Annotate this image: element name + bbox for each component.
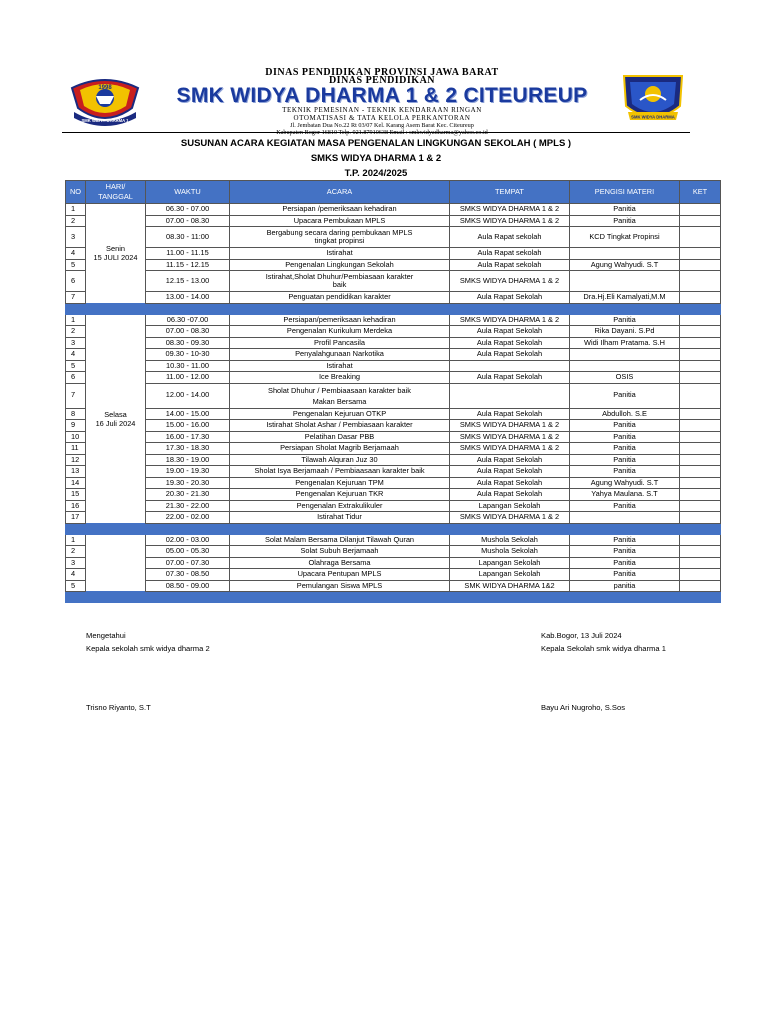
cell-note bbox=[680, 546, 721, 558]
cell-note bbox=[680, 349, 721, 361]
table-row bbox=[66, 349, 721, 361]
cell-note bbox=[680, 372, 721, 384]
cell-note bbox=[680, 271, 721, 292]
cell-speaker: Yahya Maulana. S.T bbox=[570, 489, 680, 501]
cell-event: Istirahat,Sholat Dhuhur/Pembiasaan karakter baik bbox=[230, 271, 450, 292]
cell-speaker bbox=[570, 360, 680, 372]
cell-place: Aula Rapat sekolah bbox=[450, 248, 570, 260]
table-separator-row bbox=[66, 303, 721, 314]
cell-event: Pemulangan Siswa MPLS bbox=[230, 580, 450, 592]
cell-time: 07.30 - 08.50 bbox=[146, 569, 230, 581]
table-row bbox=[66, 580, 721, 592]
cell-speaker: Panitia bbox=[570, 569, 680, 581]
cell-place: Aula Rapat Sekolah bbox=[450, 349, 570, 361]
cell-place bbox=[450, 383, 570, 408]
cell-no: 1 bbox=[66, 204, 86, 216]
cell-place: Mushola Sekolah bbox=[450, 546, 570, 558]
cell-note bbox=[680, 337, 721, 349]
cell-event: Sholat Isya Berjamaah / Pembiaasaan karakter baik bbox=[230, 466, 450, 478]
letterhead-address1: Jl. Jembatan Dua No.22 Rt 03/07 Kel. Karang Asem Barat Kec. Citeureup bbox=[290, 122, 474, 129]
cell-time: 13.00 - 14.00 bbox=[146, 292, 230, 304]
cell-speaker: Panitia bbox=[570, 466, 680, 478]
cell-no: 2 bbox=[66, 546, 86, 558]
cell-note bbox=[680, 326, 721, 338]
table-row bbox=[66, 557, 721, 569]
cell-place: SMKS WIDYA DHARMA 1 & 2 bbox=[450, 314, 570, 326]
cell-note bbox=[680, 431, 721, 443]
cell-no: 7 bbox=[66, 292, 86, 304]
title-line1: SUSUNAN ACARA KEGIATAN MASA PENGENALAN LINGKUNGAN SEKOLAH ( MPLS ) bbox=[180, 138, 572, 149]
cell-no: 4 bbox=[66, 349, 86, 361]
cell-time: 19.30 - 20.30 bbox=[146, 477, 230, 489]
cell-event: Solat Malam Bersama Dilanjut Tilawah Quran bbox=[230, 534, 450, 546]
cell-time: 07.00 - 08.30 bbox=[146, 215, 230, 227]
right-sign-label2: Kepala Sekolah smk widya dharma 1 bbox=[541, 644, 666, 653]
cell-time: 05.00 - 05.30 bbox=[146, 546, 230, 558]
cell-time: 22.00 - 02.00 bbox=[146, 512, 230, 524]
cell-event: Persiapan Sholat Magrib Berjamaah bbox=[230, 443, 450, 455]
header-note: KET bbox=[680, 181, 721, 204]
cell-note bbox=[680, 477, 721, 489]
cell-event: Pengenalan Kejuruan OTKP bbox=[230, 408, 450, 420]
cell-note bbox=[680, 466, 721, 478]
cell-no: 16 bbox=[66, 500, 86, 512]
cell-place: Aula Rapat sekolah bbox=[450, 259, 570, 271]
table-row bbox=[66, 215, 721, 227]
table-row bbox=[66, 248, 721, 260]
letterhead-line2: DINAS PENDIDIKAN bbox=[328, 75, 436, 86]
cell-event: Pengenalan Kurikulum Merdeka bbox=[230, 326, 450, 338]
cell-no: 2 bbox=[66, 326, 86, 338]
cell-no: 1 bbox=[66, 314, 86, 326]
cell-time: 06.30 - 07.00 bbox=[146, 204, 230, 216]
cell-no: 13 bbox=[66, 466, 86, 478]
cell-place: Aula Rapat Sekolah bbox=[450, 489, 570, 501]
cell-speaker: Panitia bbox=[570, 204, 680, 216]
cell-speaker: Panitia bbox=[570, 383, 680, 408]
table-row bbox=[66, 489, 721, 501]
cell-time: 09.30 - 10-30 bbox=[146, 349, 230, 361]
header-no: NO bbox=[66, 181, 86, 204]
cell-speaker bbox=[570, 271, 680, 292]
cell-no: 4 bbox=[66, 569, 86, 581]
table-row bbox=[66, 314, 721, 326]
school-name: SMK WIDYA DHARMA 1 & 2 CITEUREUP bbox=[176, 84, 588, 107]
logo-left-year: 1998 bbox=[98, 85, 112, 91]
day2-date: 16 Juli 2024 bbox=[95, 418, 136, 428]
cell-place: SMKS WIDYA DHARMA 1 & 2 bbox=[450, 512, 570, 524]
school-logo-left bbox=[66, 74, 144, 128]
cell-no: 17 bbox=[66, 512, 86, 524]
cell-time: 14.00 - 15.00 bbox=[146, 408, 230, 420]
table-row bbox=[66, 431, 721, 443]
cell-note bbox=[680, 500, 721, 512]
cell-speaker: KCD Tingkat Propinsi bbox=[570, 227, 680, 248]
cell-no: 8 bbox=[66, 408, 86, 420]
table-row bbox=[66, 534, 721, 546]
logo-right-caption: SMK WIDYA DHARMA bbox=[631, 114, 675, 120]
cell-event: Pengenalan Kejuruan TPM bbox=[230, 477, 450, 489]
cell-note bbox=[680, 569, 721, 581]
cell-time: 21.30 - 22.00 bbox=[146, 500, 230, 512]
cell-note bbox=[680, 489, 721, 501]
table-row bbox=[66, 454, 721, 466]
cell-note bbox=[680, 292, 721, 304]
cell-time: 17.30 - 18.30 bbox=[146, 443, 230, 455]
cell-time: 08.30 - 11:00 bbox=[146, 227, 230, 248]
letterhead-line1: DINAS PENDIDIKAN PROVINSI JAWA BARAT bbox=[265, 67, 499, 78]
cell-day bbox=[86, 314, 146, 523]
cell-note bbox=[680, 408, 721, 420]
cell-speaker: OSIS bbox=[570, 372, 680, 384]
cell-time: 15.00 - 16.00 bbox=[146, 420, 230, 432]
logo-left-caption: SMK WIDYA DHARMA 1 bbox=[81, 118, 129, 123]
cell-note bbox=[680, 259, 721, 271]
cell-time: 08.50 - 09.00 bbox=[146, 580, 230, 592]
table-row bbox=[66, 500, 721, 512]
left-sign-name: Trisno Riyanto, S.T bbox=[86, 703, 151, 712]
cell-place: SMKS WIDYA DHARMA 1 & 2 bbox=[450, 204, 570, 216]
cell-event: Bergabung secara daring pembukaan MPLS tingkat propinsi bbox=[230, 227, 450, 248]
cell-event: Persiapan/pemeriksaan kehadiran bbox=[230, 314, 450, 326]
letterhead-text bbox=[150, 68, 614, 136]
cell-note bbox=[680, 580, 721, 592]
cell-note bbox=[680, 360, 721, 372]
table-row bbox=[66, 383, 721, 408]
cell-speaker: Panitia bbox=[570, 534, 680, 546]
cell-time: 11.00 - 11.15 bbox=[146, 248, 230, 260]
cell-event: Sholat Dhuhur / Pembiaasaan karakter baik Makan Bersama bbox=[230, 383, 450, 408]
table-row bbox=[66, 292, 721, 304]
cell-no: 5 bbox=[66, 580, 86, 592]
letterhead-programs1: TEKNIK PEMESINAN - TEKNIK KENDARAAN RINGAN bbox=[282, 106, 482, 114]
day2-name: Selasa bbox=[104, 409, 127, 419]
cell-note bbox=[680, 215, 721, 227]
cell-no: 15 bbox=[66, 489, 86, 501]
letterhead bbox=[62, 67, 690, 136]
cell-no: 12 bbox=[66, 454, 86, 466]
cell-event: Ice Breaking bbox=[230, 372, 450, 384]
cell-no: 6 bbox=[66, 372, 86, 384]
cell-place: Lapangan Sekolah bbox=[450, 500, 570, 512]
cell-event: Istirahat Tidur bbox=[230, 512, 450, 524]
cell-no: 3 bbox=[66, 557, 86, 569]
cell-event: Pengenalan Lingkungan Sekolah bbox=[230, 259, 450, 271]
table-row bbox=[66, 326, 721, 338]
cell-note bbox=[680, 454, 721, 466]
title-line2: SMKS WIDYA DHARMA 1 & 2 bbox=[310, 153, 442, 164]
cell-time: 19.00 - 19.30 bbox=[146, 466, 230, 478]
cell-no: 5 bbox=[66, 360, 86, 372]
cell-place: Aula Rapat Sekolah bbox=[450, 326, 570, 338]
table-row bbox=[66, 372, 721, 384]
cell-place: Aula Rapat sekolah bbox=[450, 227, 570, 248]
cell-event: Istirahat Sholat Ashar / Pembiasaan karakter bbox=[230, 420, 450, 432]
document-titles bbox=[62, 136, 690, 181]
cell-speaker: Panitia bbox=[570, 443, 680, 455]
cell-place: Aula Rapat Sekolah bbox=[450, 292, 570, 304]
cell-place: SMKS WIDYA DHARMA 1 & 2 bbox=[450, 431, 570, 443]
cell-speaker: Panitia bbox=[570, 431, 680, 443]
letterhead-divider bbox=[62, 132, 690, 133]
cell-event: Solat Subuh Berjamaah bbox=[230, 546, 450, 558]
cell-event: Pengenalan Kejuruan TKR bbox=[230, 489, 450, 501]
table-row bbox=[66, 271, 721, 292]
cell-event: Pengenalan Extrakulikuler bbox=[230, 500, 450, 512]
cell-speaker: panitia bbox=[570, 580, 680, 592]
table-row bbox=[66, 420, 721, 432]
cell-place: Aula Rapat Sekolah bbox=[450, 466, 570, 478]
cell-no: 4 bbox=[66, 248, 86, 260]
cell-place: Lapangan Sekolah bbox=[450, 569, 570, 581]
cell-event: Pelatihan Dasar PBB bbox=[230, 431, 450, 443]
cell-place: SMKS WIDYA DHARMA 1 & 2 bbox=[450, 215, 570, 227]
cell-no: 5 bbox=[66, 259, 86, 271]
school-logo-right bbox=[618, 72, 688, 128]
cell-time: 11.00 - 12.00 bbox=[146, 372, 230, 384]
cell-note bbox=[680, 420, 721, 432]
table-row bbox=[66, 337, 721, 349]
cell-speaker: Panitia bbox=[570, 454, 680, 466]
cell-event: Penguatan pendidikan karakter bbox=[230, 292, 450, 304]
right-sign-name: Bayu Ari Nugroho, S.Sos bbox=[541, 703, 625, 712]
cell-time: 02.00 - 03.00 bbox=[146, 534, 230, 546]
cell-time: 12.00 - 14.00 bbox=[146, 383, 230, 408]
cell-speaker: Agung Wahyudi. S.T bbox=[570, 477, 680, 489]
cell-event: Upacara Pentupan MPLS bbox=[230, 569, 450, 581]
cell-speaker: Rika Dayani. S.Pd bbox=[570, 326, 680, 338]
cell-place: Aula Rapat Sekolah bbox=[450, 372, 570, 384]
cell-note bbox=[680, 383, 721, 408]
cell-speaker: Panitia bbox=[570, 215, 680, 227]
cell-place: SMKS WIDYA DHARMA 1 & 2 bbox=[450, 420, 570, 432]
cell-place bbox=[450, 360, 570, 372]
cell-note bbox=[680, 534, 721, 546]
right-sign-label1: Kab.Bogor, 13 Juli 2024 bbox=[541, 631, 622, 640]
table-header-row bbox=[66, 181, 721, 204]
cell-note bbox=[680, 443, 721, 455]
cell-no: 3 bbox=[66, 227, 86, 248]
table-row bbox=[66, 204, 721, 216]
table-separator-row bbox=[66, 523, 721, 534]
cell-note bbox=[680, 557, 721, 569]
cell-speaker: Panitia bbox=[570, 557, 680, 569]
cell-place: Aula Rapat Sekolah bbox=[450, 477, 570, 489]
day1-date: 15 JULI 2024 bbox=[93, 253, 138, 263]
cell-time: 12.15 - 13.00 bbox=[146, 271, 230, 292]
cell-event: Persiapan /pemeriksaan kehadiran bbox=[230, 204, 450, 216]
cell-speaker: Abdulloh. S.E bbox=[570, 408, 680, 420]
cell-no: 1 bbox=[66, 534, 86, 546]
cell-time: 16.00 - 17.30 bbox=[146, 431, 230, 443]
cell-day bbox=[86, 204, 146, 304]
header-time: WAKTU bbox=[146, 181, 230, 204]
cell-event: Istirahat bbox=[230, 360, 450, 372]
cell-speaker bbox=[570, 512, 680, 524]
cell-speaker: Panitia bbox=[570, 420, 680, 432]
table-row bbox=[66, 466, 721, 478]
cell-speaker: Dra.Hj.Eli Kamalyati,M.M bbox=[570, 292, 680, 304]
cell-time: 06.30 -07.00 bbox=[146, 314, 230, 326]
cell-place: SMK WIDYA DHARMA 1&2 bbox=[450, 580, 570, 592]
table-row bbox=[66, 443, 721, 455]
table-row bbox=[66, 512, 721, 524]
left-sign-label2: Kepala sekolah smk widya dharma 2 bbox=[86, 644, 210, 653]
cell-time: 07.00 - 08.30 bbox=[146, 326, 230, 338]
schedule-table bbox=[65, 180, 721, 603]
cell-speaker: Agung Wahyudi. S.T bbox=[570, 259, 680, 271]
cell-note bbox=[680, 227, 721, 248]
left-sign-label1: Mengetahui bbox=[86, 631, 126, 640]
title-line3: T.P. 2024/2025 bbox=[344, 168, 408, 179]
header-event: ACARA bbox=[230, 181, 450, 204]
cell-event: Penyalahgunaan Narkotika bbox=[230, 349, 450, 361]
cell-place: SMKS WIDYA DHARMA 1 & 2 bbox=[450, 271, 570, 292]
cell-place: Aula Rapat Sekolah bbox=[450, 408, 570, 420]
cell-speaker: Widi Ilham Pratama. S.H bbox=[570, 337, 680, 349]
cell-no: 6 bbox=[66, 271, 86, 292]
cell-note bbox=[680, 314, 721, 326]
day1-name: Senin bbox=[106, 244, 125, 254]
letterhead-programs2: OTOMATISASI & TATA KELOLA PERKANTORAN bbox=[293, 113, 471, 122]
table-separator-row bbox=[66, 592, 721, 603]
cell-event: Profil Pancasila bbox=[230, 337, 450, 349]
cell-time: 20.30 - 21.30 bbox=[146, 489, 230, 501]
cell-event: Tilawah Alquran Juz 30 bbox=[230, 454, 450, 466]
cell-no: 3 bbox=[66, 337, 86, 349]
table-row bbox=[66, 546, 721, 558]
cell-no: 11 bbox=[66, 443, 86, 455]
cell-time: 18.30 - 19.00 bbox=[146, 454, 230, 466]
cell-no: 7 bbox=[66, 383, 86, 408]
letterhead-address2: Kabupaten Bogor 16810 Telp. 021.87910638 Email : smkwidyadharma@yahoo.co.id bbox=[276, 129, 488, 136]
table-row bbox=[66, 569, 721, 581]
cell-speaker bbox=[570, 349, 680, 361]
cell-time: 11.15 - 12.15 bbox=[146, 259, 230, 271]
cell-no: 9 bbox=[66, 420, 86, 432]
cell-time: 10.30 - 11.00 bbox=[146, 360, 230, 372]
cell-place: Mushola Sekolah bbox=[450, 534, 570, 546]
cell-note bbox=[680, 204, 721, 216]
cell-no: 14 bbox=[66, 477, 86, 489]
cell-no: 10 bbox=[66, 431, 86, 443]
cell-speaker: Panitia bbox=[570, 500, 680, 512]
header-place: TEMPAT bbox=[450, 181, 570, 204]
cell-speaker: Panitia bbox=[570, 546, 680, 558]
cell-place: Lapangan Sekolah bbox=[450, 557, 570, 569]
cell-place: Aula Rapat Sekolah bbox=[450, 337, 570, 349]
cell-speaker bbox=[570, 248, 680, 260]
cell-event: Upacara Pembukaan MPLS bbox=[230, 215, 450, 227]
cell-day bbox=[86, 534, 146, 592]
cell-place: SMKS WIDYA DHARMA 1 & 2 bbox=[450, 443, 570, 455]
cell-time: 07.00 - 07.30 bbox=[146, 557, 230, 569]
table-row bbox=[66, 477, 721, 489]
cell-speaker: Panitia bbox=[570, 314, 680, 326]
table-row bbox=[66, 360, 721, 372]
header-day: HARI/ TANGGAL bbox=[86, 181, 146, 204]
cell-place: Aula Rapat Sekolah bbox=[450, 454, 570, 466]
cell-event: Istirahat bbox=[230, 248, 450, 260]
table-row bbox=[66, 259, 721, 271]
cell-event: Olahraga Bersama bbox=[230, 557, 450, 569]
table-row bbox=[66, 408, 721, 420]
cell-time: 08.30 - 09.30 bbox=[146, 337, 230, 349]
table-row bbox=[66, 227, 721, 248]
cell-no: 2 bbox=[66, 215, 86, 227]
header-speaker: PENGISI MATERI bbox=[570, 181, 680, 204]
cell-note bbox=[680, 512, 721, 524]
cell-note bbox=[680, 248, 721, 260]
